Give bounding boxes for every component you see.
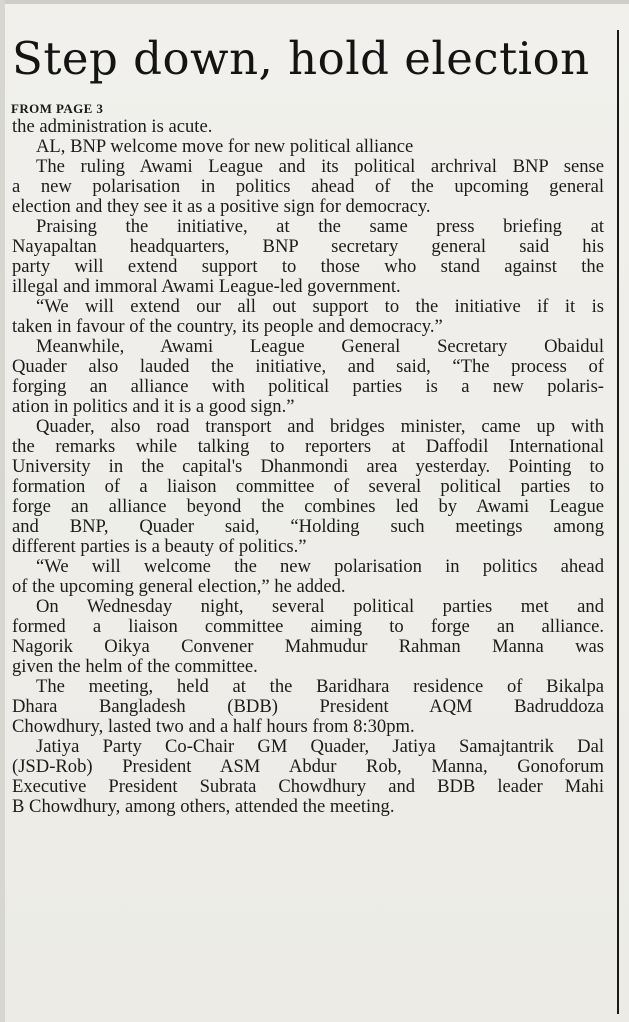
top-divider [0,0,629,4]
article-line: given the helm of the committee. [12,656,258,677]
article-line: The ruling Awami League and its political archrival BNP sense [36,156,604,177]
article-line: Jatiya Party Co-Chair GM Quader, Jatiya Samajtantrik Dal [36,736,604,757]
article-line: Executive President Subrata Chowdhury and BDB leader Mahi [12,776,604,797]
article-line: different parties is a beauty of politics.” [12,536,307,557]
article-line: formed a liaison committee aiming to forge an alliance. [12,616,604,637]
article-line: a new polarisation in politics ahead of the upcoming general [12,176,604,197]
article-line: forge an alliance beyond the combines led by Awami League [12,496,604,517]
article-line: Quader also lauded the initiative, and said, “The process of [12,356,604,377]
article-line: forging an alliance with political parties is a new polaris- [12,376,604,397]
article-line: ation in politics and it is a good sign.” [12,396,295,417]
article-line: Chowdhury, lasted two and a half hours from 8:30pm. [12,716,415,737]
article-line: Quader, also road transport and bridges minister, came up with [36,416,604,437]
article-line: election and they see it as a positive sign for democracy. [12,196,431,217]
article-line: of the upcoming general election,” he added. [12,576,346,597]
article-line: Nagorik Oikya Convener Mahmudur Rahman Manna was [12,636,604,657]
article-body [12,117,604,817]
article-line: party will extend support to those who stand against the [12,256,604,277]
article-line: AL, BNP welcome move for new political alliance [36,136,414,157]
article-line: The meeting, held at the Baridhara residence of Bikalpa [36,676,604,697]
article-line: (JSD-Rob) President ASM Abdur Rob, Manna, Gonoforum [12,756,604,777]
article-line: illegal and immoral Awami League-led government. [12,276,401,297]
article-line: University in the capital's Dhanmondi area yesterday. Pointing to [12,456,604,477]
article-line: formation of a liaison committee of several political parties to [12,476,604,497]
article-line: Dhara Bangladesh (BDB) President AQM Badruddoza [12,696,604,717]
article-line: Meanwhile, Awami League General Secretary Obaidul [36,336,604,357]
article-line: B Chowdhury, among others, attended the meeting. [12,796,395,817]
article-line: Praising the initiative, at the same press briefing at [36,216,604,237]
article-line: and BNP, Quader said, “Holding such meetings among [12,516,604,537]
article-line: the administration is acute. [12,116,213,137]
article-line: taken in favour of the country, its people and democracy.” [12,316,443,337]
headline: Step down, hold election [12,32,590,85]
article-line: “We will extend our all out support to the initiative if it is [36,296,604,317]
left-margin [0,0,5,1022]
article-line: the remarks while talking to reporters at Daffodil International [12,436,604,457]
article-line: “We will welcome the new polarisation in politics ahead [36,556,604,577]
article-line: Nayapaltan headquarters, BNP secretary general said his [12,236,604,257]
article-line: On Wednesday night, several political parties met and [36,596,604,617]
column-rule [617,30,619,1014]
continued-from-label: FROM PAGE 3 [11,101,104,116]
